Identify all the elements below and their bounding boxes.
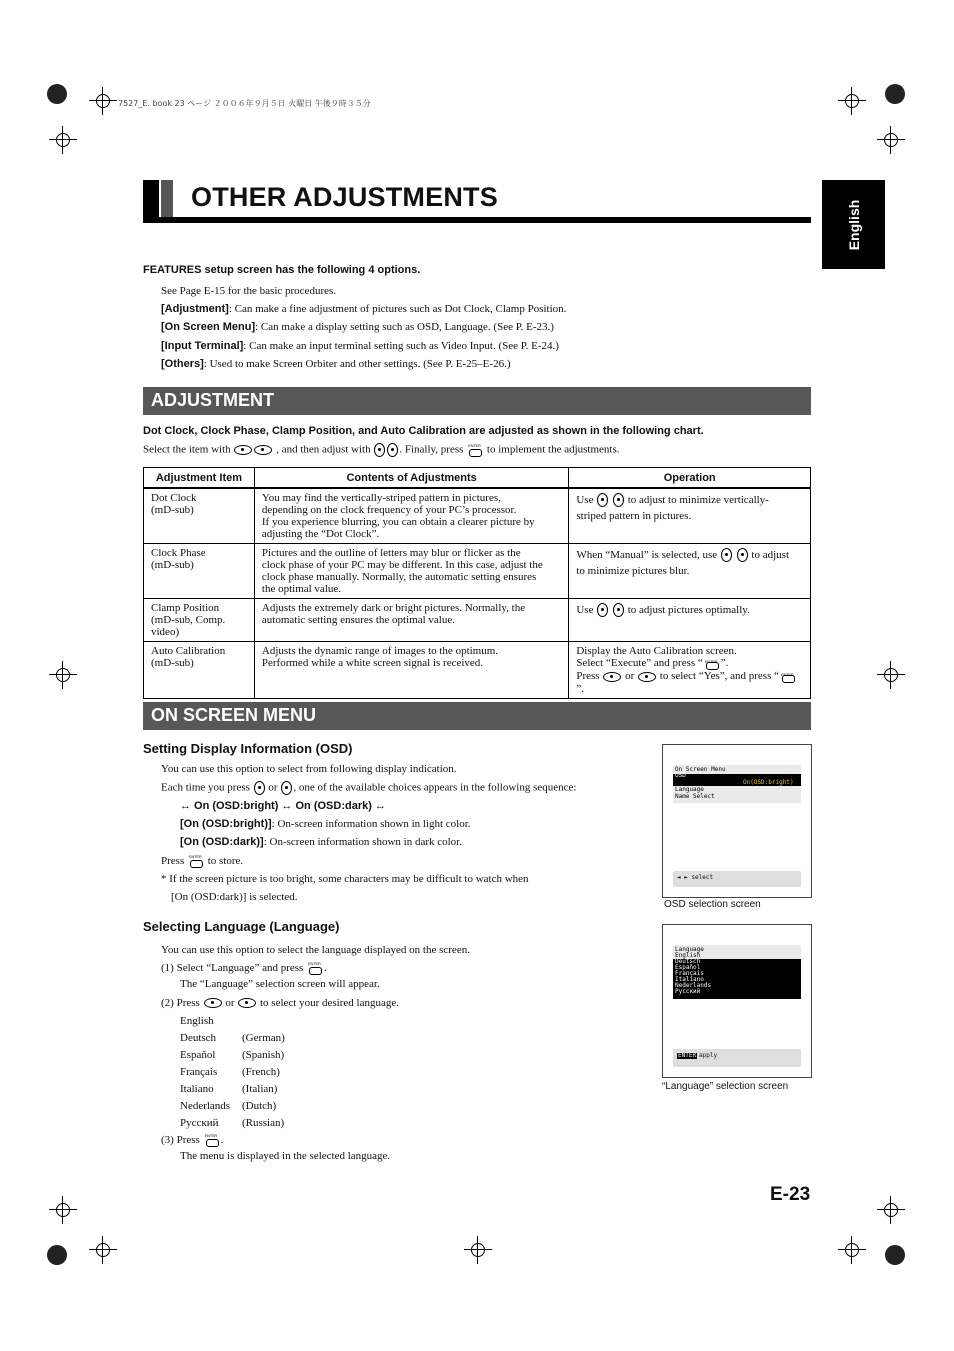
enter-button-icon <box>189 855 203 868</box>
language-line1: You can use this option to select the language displayed on the screen. <box>161 944 470 956</box>
item-cell: Auto Calibration (mD-sub) <box>144 642 255 699</box>
language-menu-area <box>673 945 801 999</box>
operation-cell: Use to adjust to minimize vertically- striped pattern in pictures. <box>569 488 811 544</box>
contents-cell: Pictures and the outline of letters may blur or flicker as the clock phase of your PC may be different. In this case, adjust the clock phase manually. Normally, the automatic setting ensures the optimal value. <box>254 544 568 599</box>
crosshair-mark-bottom-center <box>471 1243 485 1257</box>
column-header: Contents of Adjustments <box>254 468 568 489</box>
page-number: E-23 <box>770 1184 811 1205</box>
enter-button-icon <box>468 444 482 457</box>
language-option-note: (German) <box>242 1032 285 1044</box>
language-step1: (1) Select “Language” and press ENTER . <box>161 962 327 975</box>
osd-note2: [On (OSD:dark)] is selected. <box>171 891 298 903</box>
down-button-icon <box>281 781 292 795</box>
left-button-icon <box>234 445 252 455</box>
on-screen-menu-heading: ON SCREEN MENU <box>151 705 317 725</box>
down-button-icon <box>613 603 624 617</box>
language-subheading: Selecting Language (Language) <box>143 919 340 934</box>
crosshair-mark-mid-right <box>884 668 898 682</box>
down-button-icon <box>387 443 398 457</box>
language-step3: (3) Press ENTER . <box>161 1134 223 1147</box>
title-mark-gray <box>161 180 173 218</box>
features-see-page: See Page E-15 for the basic procedures. <box>161 285 337 297</box>
operation-cell: Use to adjust pictures optimally. <box>569 599 811 642</box>
language-option: English <box>180 1015 214 1027</box>
registration-mark-bottom-right <box>885 1245 905 1265</box>
operation-cell: When “Manual” is selected, use to adjust to minimize pictures blur. <box>569 544 811 599</box>
language-option: Deutsch <box>180 1032 217 1044</box>
contents-cell: Adjusts the extremely dark or bright pictures. Normally, the automatic setting ensures the optimal value. <box>254 599 568 642</box>
language-item: English <box>675 952 701 959</box>
osd-press-store: Press ENTER to store. <box>161 855 243 868</box>
crosshair-mark-bottom-right-upper <box>884 1203 898 1217</box>
title-mark-black <box>143 180 159 218</box>
language-item: Italiano <box>675 976 704 983</box>
language-option: Nederlands <box>180 1100 231 1112</box>
crosshair-mark-top-right <box>845 94 859 108</box>
up-button-icon <box>374 443 385 457</box>
crosshair-mark-bottom-right <box>845 1243 859 1257</box>
left-button-icon <box>204 998 222 1008</box>
crosshair-mark-top-left-lower <box>56 133 70 147</box>
enter-button-icon <box>308 962 322 975</box>
language-option-note: (Spanish) <box>242 1049 285 1061</box>
adjustment-intro: Dot Clock, Clock Phase, Clamp Position, and Auto Calibration are adjusted as shown in the following chart. <box>143 425 704 437</box>
osd-bright-desc: [On (OSD:bright)]: On-screen information shown in light color. <box>180 818 471 830</box>
contents-cell: Adjusts the dynamic range of images to the optimum. Performed while a white screen signal is received. <box>254 642 568 699</box>
side-tab-label: English <box>845 199 862 250</box>
osd-screen-figure <box>662 744 812 898</box>
language-figure-caption: “Language” selection screen <box>662 1081 789 1092</box>
osd-dark-desc: [On (OSD:dark)]: On-screen information shown in dark color. <box>180 836 462 848</box>
osd-line1: You can use this option to select from following display indication. <box>161 763 457 775</box>
language-menu-title: Language <box>675 946 704 953</box>
crosshair-mark-top-left <box>96 94 110 108</box>
on-screen-menu-section-bar <box>143 702 811 730</box>
language-footer-key: ENTER <box>678 1052 697 1059</box>
registration-mark-top-left <box>47 84 67 104</box>
language-screen-figure <box>662 924 812 1078</box>
page-title-bar <box>143 180 811 224</box>
language-step1-result: The “Language” selection screen will appear. <box>180 978 380 990</box>
up-button-icon <box>597 493 608 507</box>
language-option-note: (Russian) <box>242 1117 285 1129</box>
title-rule <box>143 217 811 223</box>
contents-cell: You may find the vertically-striped pattern in pictures, depending on the clock frequency of your PC’s processor. If you experience blurring, you can obtain a clearer picture by adjusting the “Dot Clock”. <box>254 488 568 544</box>
adjustment-table <box>143 467 811 699</box>
feature-item: [On Screen Menu]: Can make a display setting such as OSD, Language. (See P. E-23.) <box>161 321 554 333</box>
osd-row-language: Language <box>675 786 704 793</box>
osd-row-label: OSD <box>675 772 686 779</box>
osd-row-name-select: Name Select <box>675 793 715 800</box>
print-header-line: 7527_E. book 23 ページ ２００６年９月５日 火曜日 午後９時３５分 <box>118 99 371 108</box>
table-row <box>144 488 811 544</box>
registration-mark-bottom-left <box>47 1245 67 1265</box>
osd-menu-area <box>673 765 801 803</box>
language-option-note: (Italian) <box>242 1083 278 1095</box>
item-cell: Clock Phase (mD-sub) <box>144 544 255 599</box>
right-button-icon <box>238 998 256 1008</box>
language-option: Русский <box>180 1117 219 1129</box>
page-title: OTHER ADJUSTMENTS <box>191 182 498 212</box>
enter-button-icon <box>205 1134 219 1147</box>
item-cell: Clamp Position (mD-sub, Comp. video) <box>144 599 255 642</box>
operation-cell: Display the Auto Calibration screen. Select “Execute” and press “ENTER ”. Press or to select “Yes”, and press “ENTER”. <box>569 642 811 699</box>
language-option: Español <box>180 1049 216 1061</box>
language-footer-bar <box>673 1049 801 1067</box>
feature-item: [Input Terminal]: Can make an input terminal setting such as Video Input. (See P. E-24.) <box>161 340 559 352</box>
crosshair-mark-top-right-lower <box>884 133 898 147</box>
up-button-icon <box>597 603 608 617</box>
adjustment-section-bar <box>143 387 811 415</box>
language-option: Français <box>180 1066 218 1078</box>
adjustment-select-line: Select the item with , and then adjust with . Finally, press ENTER to implement the adjustments. <box>143 443 620 457</box>
osd-footer-text: ◄ ► select <box>677 874 714 881</box>
right-button-icon <box>638 672 656 682</box>
down-button-icon <box>737 548 748 562</box>
language-option-note: (Dutch) <box>242 1100 277 1112</box>
features-heading: FEATURES setup screen has the following 4 options. <box>143 264 421 276</box>
language-step2: (2) Press or to select your desired language. <box>161 997 399 1009</box>
language-option-note: (French) <box>242 1066 280 1078</box>
osd-note1: * If the screen picture is too bright, some characters may be difficult to watch when <box>161 873 529 885</box>
feature-item: [Others]: Used to make Screen Orbiter and other settings. (See P. E-25–E-26.) <box>161 358 511 370</box>
table-row <box>144 599 811 642</box>
down-button-icon <box>613 493 624 507</box>
osd-line2: Each time you press or , one of the available choices appears in the following sequence: <box>161 781 577 794</box>
column-header: Operation <box>569 468 811 489</box>
table-row <box>144 642 811 699</box>
language-side-tab <box>822 180 885 269</box>
language-item: Français <box>675 970 704 977</box>
osd-row-value: On(OSD:bright) <box>743 779 794 786</box>
osd-figure-caption: OSD selection screen <box>664 899 761 910</box>
adjustment-heading: ADJUSTMENT <box>151 390 275 410</box>
osd-menu-title: On Screen Menu <box>675 766 726 773</box>
osd-subheading: Setting Display Information (OSD) <box>143 741 353 756</box>
language-footer-text: apply <box>699 1052 718 1059</box>
table-header-row <box>144 468 811 489</box>
language-item: Español <box>675 964 701 971</box>
osd-sequence: ↔ On (OSD:bright) ↔ On (OSD:dark) ↔ <box>180 800 386 812</box>
crosshair-mark-bottom-left <box>96 1243 110 1257</box>
osd-footer-bar <box>673 871 801 887</box>
table-row <box>144 544 811 599</box>
column-header: Adjustment Item <box>144 468 255 489</box>
item-cell: Dot Clock (mD-sub) <box>144 488 255 544</box>
enter-button-icon <box>781 670 795 683</box>
up-button-icon <box>254 781 265 795</box>
left-button-icon <box>603 672 621 682</box>
enter-button-icon <box>705 657 719 670</box>
language-step3-result: The menu is displayed in the selected language. <box>180 1150 391 1162</box>
crosshair-mark-bottom-left-upper <box>56 1203 70 1217</box>
language-item: Nederlands <box>675 982 712 989</box>
language-item: Русский <box>675 988 701 995</box>
up-button-icon <box>721 548 732 562</box>
crosshair-mark-mid-left <box>56 668 70 682</box>
language-option: Italiano <box>180 1083 214 1095</box>
feature-item: [Adjustment]: Can make a fine adjustment of pictures such as Dot Clock, Clamp Position. <box>161 303 567 315</box>
registration-mark-top-right <box>885 84 905 104</box>
right-button-icon <box>254 445 272 455</box>
language-item: Deutsch <box>675 958 701 965</box>
